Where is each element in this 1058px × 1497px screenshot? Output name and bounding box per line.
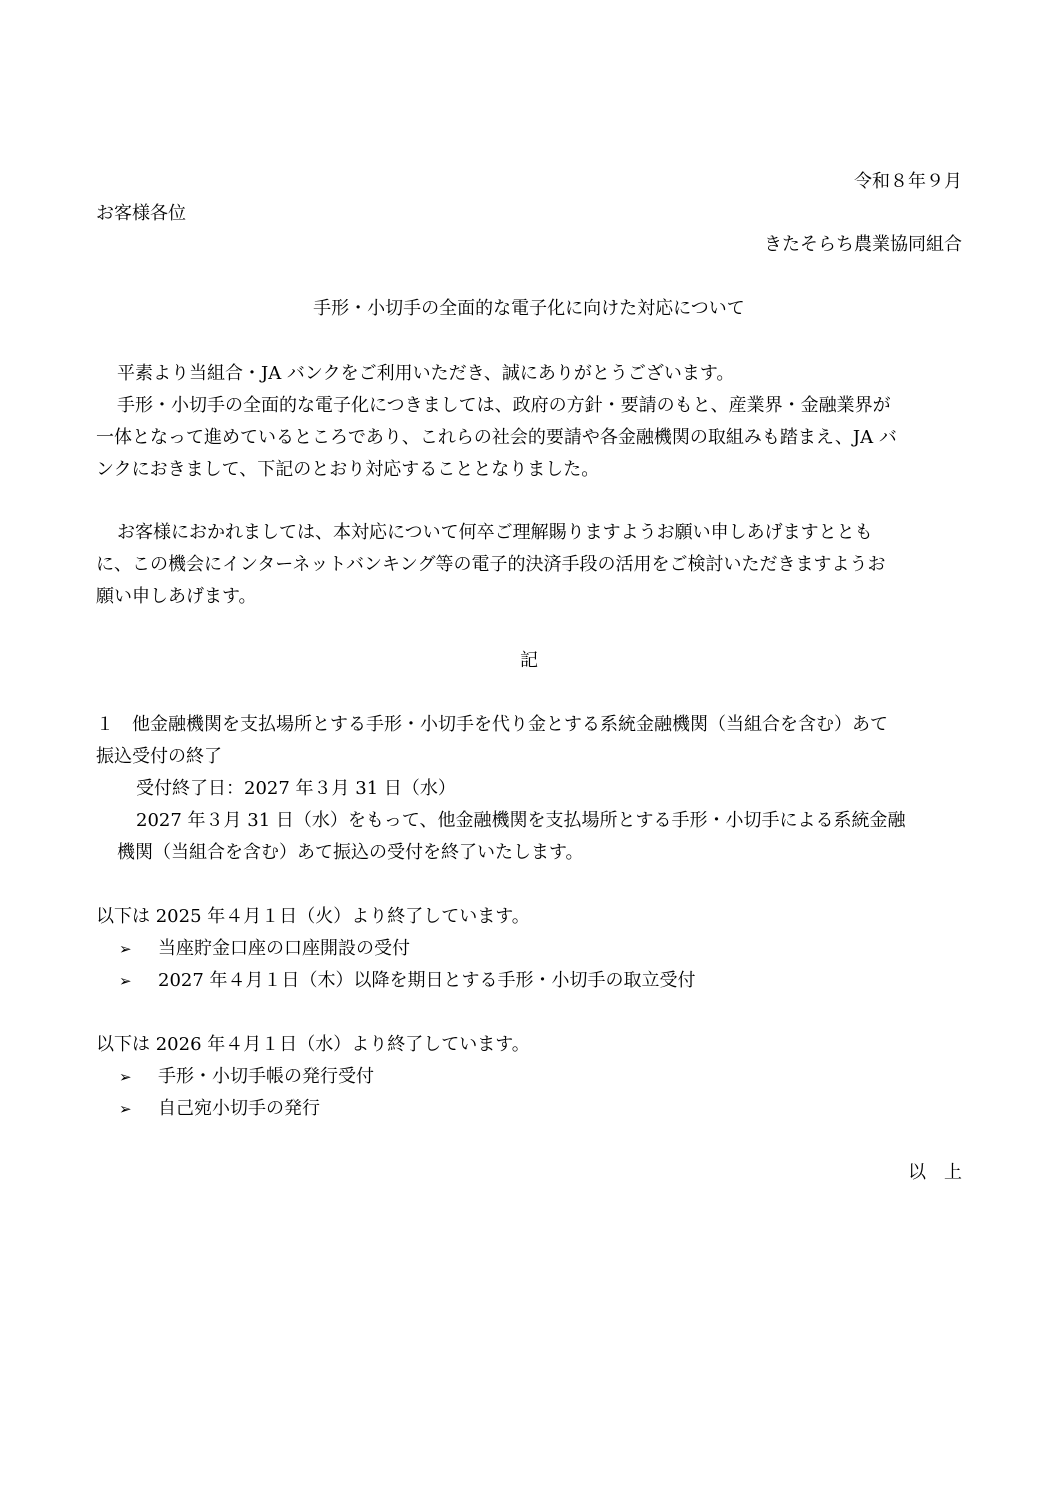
list-item-text: 手形・小切手帳の発行受付 bbox=[158, 1066, 374, 1087]
list-2025-intro: 以下は 2025 年４月１日（火）より終了しています。 bbox=[96, 906, 530, 927]
arrow-bullet-icon: ➢ bbox=[119, 1100, 132, 1118]
document-title: 手形・小切手の全面的な電子化に向けた対応について bbox=[313, 298, 745, 319]
sender-organization: きたそらち農業協同組合 bbox=[764, 234, 962, 255]
body-paragraph-2-line: ンクにおきまして、下記のとおり対応することとなりました。 bbox=[96, 459, 600, 480]
body-paragraph-1: 平素より当組合・JA バンクをご利用いただき、誠にありがとうございます。 bbox=[117, 363, 735, 384]
closing-mark: 以 上 bbox=[908, 1162, 962, 1183]
section-1-detail-line: 2027 年３月 31 日（水）をもって、他金融機関を支払場所とする手形・小切手による系統金融 bbox=[136, 810, 906, 831]
body-paragraph-3-line: に、この機会にインターネットバンキング等の電子的決済手段の活用をご検討いただきますようお bbox=[96, 554, 886, 575]
section-1-detail-line: 機関（当組合を含む）あて振込の受付を終了いたします。 bbox=[117, 842, 584, 863]
arrow-bullet-icon: ➢ bbox=[119, 972, 132, 990]
addressee: お客様各位 bbox=[96, 203, 186, 224]
arrow-bullet-icon: ➢ bbox=[119, 1068, 132, 1086]
list-item-text: 自己宛小切手の発行 bbox=[158, 1098, 320, 1119]
body-paragraph-2-line: 手形・小切手の全面的な電子化につきましては、政府の方針・要請のもと、産業界・金融業界が bbox=[117, 395, 891, 416]
section-1-deadline: 受付終了日：2027 年３月 31 日（水） bbox=[136, 778, 456, 799]
section-1-heading-line: １ 他金融機関を支払場所とする手形・小切手を代り金とする系統金融機関（当組合を含む）あて bbox=[96, 714, 888, 735]
arrow-bullet-icon: ➢ bbox=[119, 940, 132, 958]
body-paragraph-2-line: 一体となって進めているところであり、これらの社会的要請や各金融機関の取組みも踏まえ、JA バ bbox=[96, 427, 897, 448]
section-1-heading-line: 振込受付の終了 bbox=[96, 746, 222, 767]
ki-marker: 記 bbox=[520, 650, 538, 671]
document-date: 令和８年９月 bbox=[854, 171, 962, 192]
list-2026-intro: 以下は 2026 年４月１日（水）より終了しています。 bbox=[96, 1034, 530, 1055]
list-item-text: 2027 年４月１日（木）以降を期日とする手形・小切手の取立受付 bbox=[158, 970, 696, 991]
list-item-text: 当座貯金口座の口座開設の受付 bbox=[158, 938, 410, 959]
body-paragraph-3-line: 願い申しあげます。 bbox=[96, 586, 257, 607]
body-paragraph-3-line: お客様におかれましては、本対応について何卒ご理解賜りますようお願い申しあげますととも bbox=[117, 522, 873, 543]
